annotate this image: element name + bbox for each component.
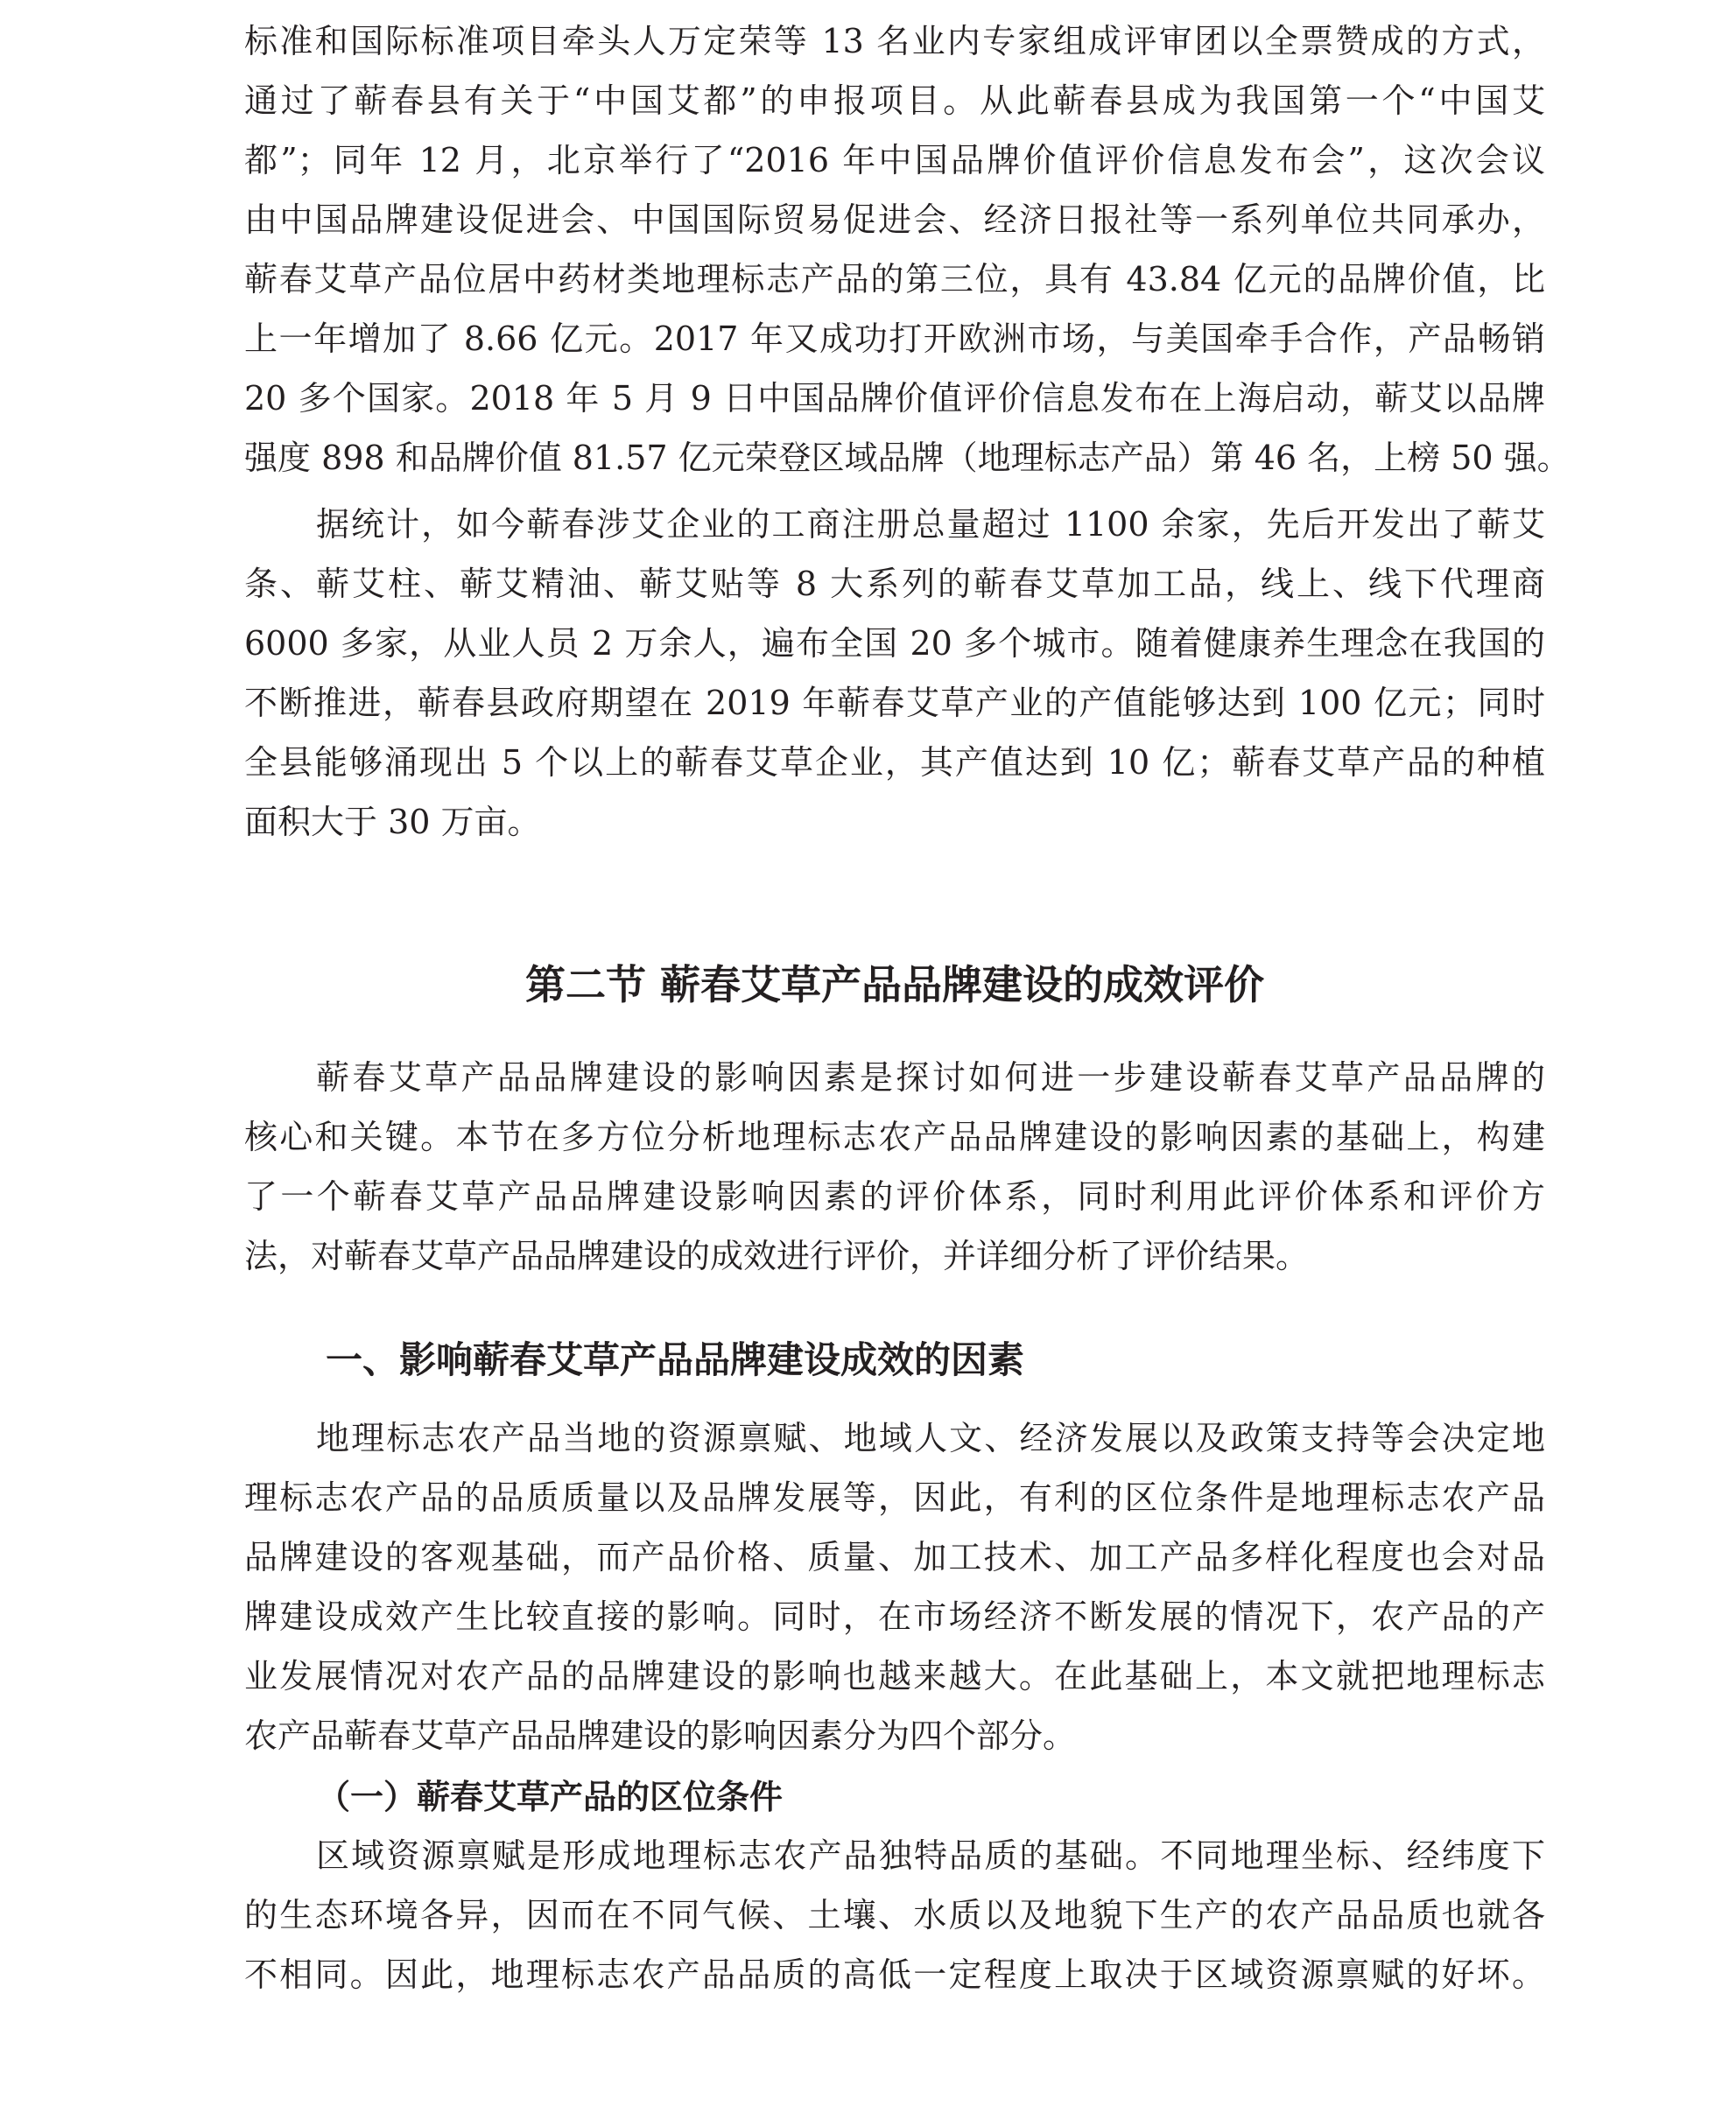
paragraph-line: 业发展情况对农产品的品牌建设的影响也越来越大。在此基础上，本文就把地理标志 — [244, 1657, 1545, 1695]
paragraph-line: 核心和关键。本节在多方位分析地理标志农产品品牌建设的影响因素的基础上，构建 — [244, 1118, 1545, 1156]
paragraph-line: 了一个蕲春艾草产品品牌建设影响因素的评价体系，同时利用此评价体系和评价方 — [244, 1177, 1545, 1216]
paragraph-line: 全县能够涌现出 5 个以上的蕲春艾草企业，其产值达到 10 亿；蕲春艾草产品的种植 — [244, 743, 1545, 782]
paragraph-line: 20 多个国家。2018 年 5 月 9 日中国品牌价值评价信息发布在上海启动，蕲艾以品牌 — [244, 379, 1545, 418]
paragraph-line: 标准和国际标准项目牵头人万定荣等 13 名业内专家组成评审团以全票赞成的方式， — [244, 22, 1545, 60]
paragraph-line: 牌建设成效产生比较直接的影响。同时，在市场经济不断发展的情况下，农产品的产 — [244, 1597, 1545, 1636]
section-title: 第二节 蕲春艾草产品品牌建设的成效评价 — [524, 961, 1264, 1008]
paragraph-line: 面积大于 30 万亩。 — [244, 803, 541, 841]
paragraph-line: 上一年增加了 8.66 亿元。2017 年又成功打开欧洲市场，与美国牵手合作，产品畅销 — [244, 319, 1545, 358]
paragraph-line: 法，对蕲春艾草产品品牌建设的成效进行评价，并详细分析了评价结果。 — [244, 1237, 1310, 1275]
paragraph-line: 由中国品牌建设促进会、中国国际贸易促进会、经济日报社等一系列单位共同承办， — [244, 200, 1545, 239]
paragraph-line: 通过了蕲春县有关于“中国艾都”的申报项目。从此蕲春县成为我国第一个“中国艾 — [244, 81, 1545, 120]
paragraph-line: 农产品蕲春艾草产品品牌建设的影响因素分为四个部分。 — [244, 1716, 1077, 1755]
sub-subsection-title: （一）蕲春艾草产品的区位条件 — [317, 1778, 784, 1816]
paragraph-line: 蕲春艾草产品位居中药材类地理标志产品的第三位，具有 43.84 亿元的品牌价值，比 — [244, 260, 1545, 298]
paragraph-line: 都”；同年 12 月，北京举行了“2016 年中国品牌价值评价信息发布会”，这次会议 — [244, 141, 1545, 179]
paragraph-line: 条、蕲艾柱、蕲艾精油、蕲艾贴等 8 大系列的蕲春艾草加工品，线上、线下代理商 — [244, 565, 1545, 603]
paragraph-line: 的生态环境各异，因而在不同气候、土壤、水质以及地貌下生产的农产品品质也就各 — [244, 1896, 1545, 1934]
paragraph-line: 据统计，如今蕲春涉艾企业的工商注册总量超过 1100 余家，先后开发出了蕲艾 — [316, 505, 1545, 544]
paragraph-line: 区域资源禀赋是形成地理标志农产品独特品质的基础。不同地理坐标、经纬度下 — [316, 1836, 1545, 1875]
paragraph-line: 理标志农产品的品质质量以及品牌发展等，因此，有利的区位条件是地理标志农产品 — [244, 1478, 1545, 1517]
paragraph-line: 强度 898 和品牌价值 81.57 亿元荣登区域品牌（地理标志产品）第 46 名，上榜 50 强。 — [244, 439, 1571, 477]
paragraph-line: 地理标志农产品当地的资源禀赋、地域人文、经济发展以及政策支持等会决定地 — [316, 1419, 1545, 1457]
paragraph-line: 品牌建设的客观基础，而产品价格、质量、加工技术、加工产品多样化程度也会对品 — [244, 1538, 1545, 1576]
subsection-title: 一、影响蕲春艾草产品品牌建设成效的因素 — [326, 1338, 1025, 1381]
paragraph-line: 不断推进，蕲春县政府期望在 2019 年蕲春艾草产业的产值能够达到 100 亿元；同时 — [244, 684, 1545, 722]
paragraph-line: 蕲春艾草产品品牌建设的影响因素是探讨如何进一步建设蕲春艾草产品品牌的 — [316, 1058, 1545, 1097]
paragraph-line: 6000 多家，从业人员 2 万余人，遍布全国 20 多个城市。随着健康养生理念在我国的 — [244, 624, 1545, 663]
paragraph-line: 不相同。因此，地理标志农产品品质的高低一定程度上取决于区域资源禀赋的好坏。 — [244, 1955, 1545, 1994]
